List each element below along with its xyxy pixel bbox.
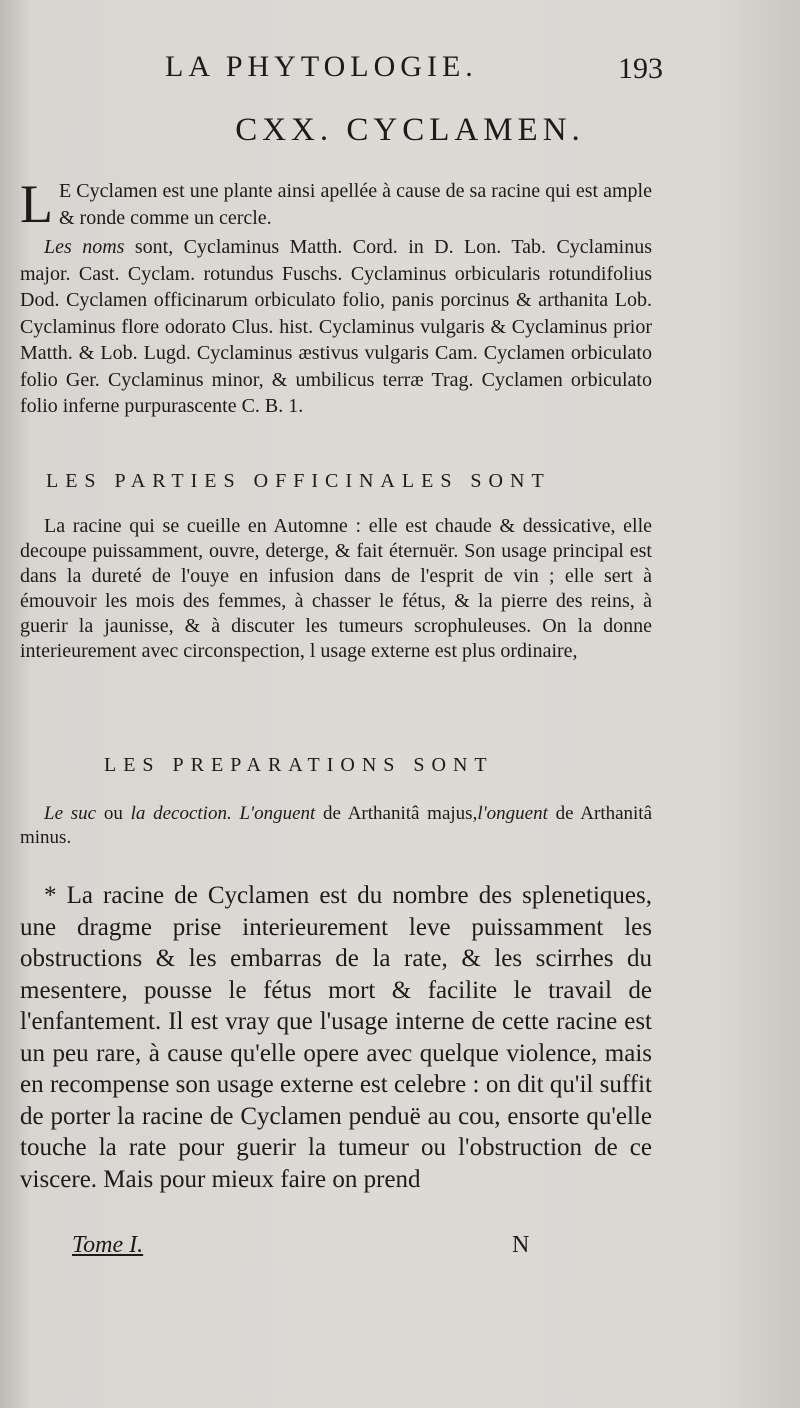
- prep-onguent-1: L'onguent: [231, 803, 316, 824]
- signature-mark: N: [512, 1232, 530, 1258]
- section-heading-officinal: LES PARTIES OFFICINALES SONT: [46, 470, 551, 492]
- prep-tail: de Arthanitâ minus.: [20, 803, 653, 848]
- officinal-text: La racine qui se cueille en Automne : elle est chaude & dessicative, elle decoupe puissamment, ouvre, deterge, & fait éternuër. Son usage principal est dans la dureté de l'ouye en infusion dans de l'esprit de vin ; elle sert à émouvoir les mois des femmes, à chasser le fétus, & la pierre des reins, à guerir la jaunisse, & à discuter les tumeurs scrophuleuses. On la donne interieurement avec circonspection, l usage externe est plus ordinaire,: [20, 515, 652, 662]
- drop-cap: L: [20, 174, 53, 234]
- running-title: LA PHYTOLOGIE.: [165, 50, 478, 83]
- names-text: sont, Cyclaminus Matth. Cord. in D. Lon. Tab. Cyclaminus major. Cast. Cyclam. rotundus Fuschs. Cyclaminus orbicularis rotundifolius Dod. Cyclamen officinarum orbiculato folio, panis porcinus & arthanita Lob. Cyclaminus flore odorato Clus. hist. Cyclaminus vulgaris & Cyclaminus prior Matth. & Lob. Lugd. Cyclaminus æstivus vulgaris Cam. Cyclamen orbiculato folio Ger. Cyclaminus minor, & umbilicus terræ Trag. Cyclamen orbiculato folio inferne purpurascente C. B. 1.: [20, 236, 652, 417]
- prep-le-suc: Le suc: [44, 803, 97, 824]
- intro-paragraph: [20, 174, 652, 234]
- section-heading-preparations: LES PREPARATIONS SONT: [104, 754, 494, 776]
- officinal-paragraph: [20, 514, 652, 664]
- prep-decoction: la decoction.: [130, 803, 232, 824]
- prep-mid: de Arthanitâ majus,: [315, 803, 478, 824]
- volume-label: Tome I.: [72, 1232, 144, 1258]
- note-text: * La racine de Cyclamen est du nombre des splenetiques, une dragme prise interieurement leve puissamment les obstructions & les embarras de la rate, & les scirrhes du mesentere, pousse le fétus mort & facilite le travail de l'enfantement. Il est vray que l'usage interne de cette racine est un peu rare, à cause qu'elle opere avec quelque violence, mais en recompense son usage externe est celebre : on dit qu'il suffit de porter la racine de Cyclamen penduë au cou, ensorte qu'elle touche la rate pour guerir la tumeur ou l'obstruction de ce viscere. Mais pour mieux faire on prend: [20, 882, 652, 1193]
- names-paragraph: [20, 234, 652, 420]
- preparations-paragraph: [20, 802, 652, 850]
- names-lead: Les noms: [44, 236, 125, 258]
- running-head: [0, 50, 800, 90]
- note-paragraph: [20, 880, 652, 1195]
- intro-text: E Cyclamen est une plante ainsi apellée à cause de sa racine qui est ample & ronde comme un cercle.: [59, 180, 652, 229]
- page-footer: [0, 1232, 800, 1272]
- chapter-title: CXX. CYCLAMEN.: [235, 112, 585, 148]
- page-number: 193: [618, 52, 663, 85]
- prep-ou: ou: [96, 803, 131, 824]
- prep-onguent-2: l'onguent: [477, 803, 548, 824]
